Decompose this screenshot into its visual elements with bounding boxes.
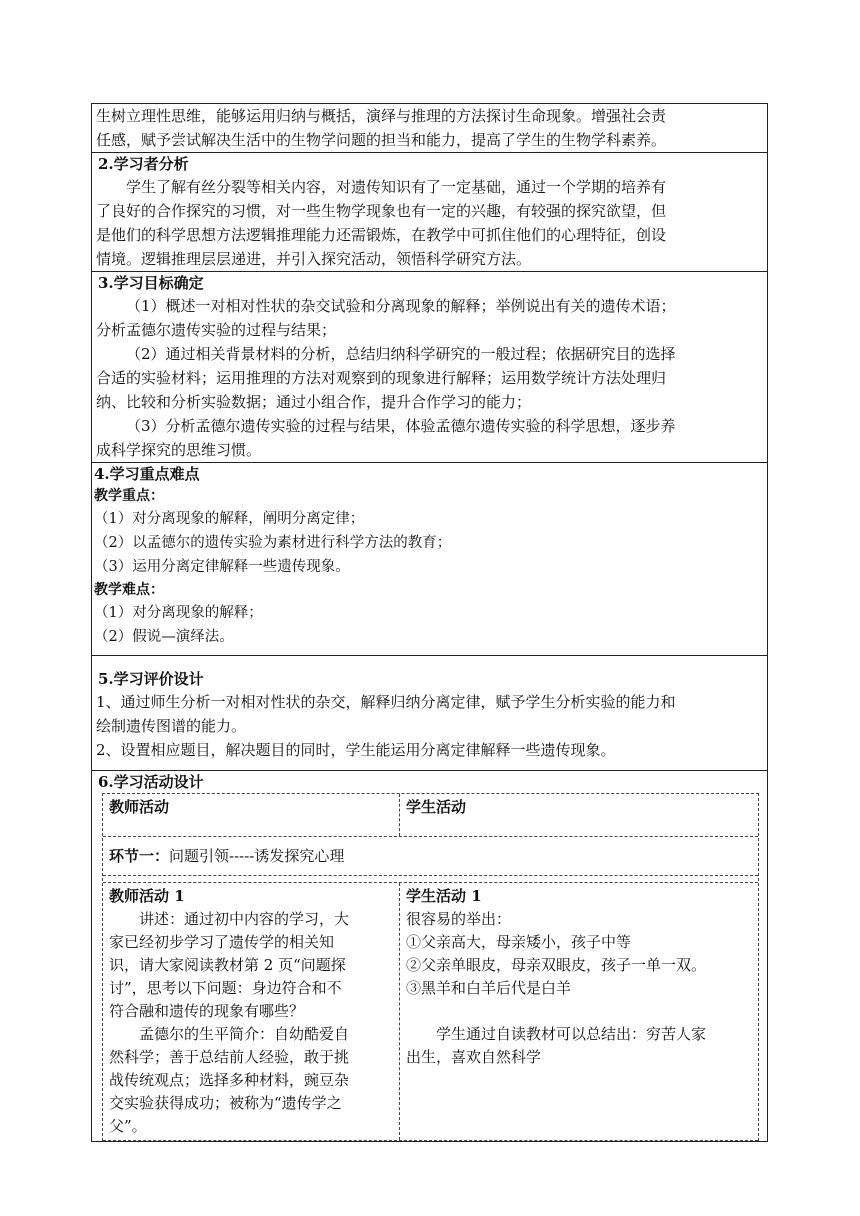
teacher-activity-header: 教师活动 bbox=[103, 794, 400, 836]
key-points-heading: 4.学习重点难点 bbox=[94, 465, 200, 483]
teacher-activity-line: 识，请大家阅读教材第 2 页“问题探 bbox=[109, 956, 346, 974]
teacher-activity-one-title: 教师活动 1 bbox=[109, 887, 185, 905]
student-activity-spacer bbox=[406, 1000, 752, 1023]
student-activity-line: ①父亲高大，母亲矮小，孩子中等 bbox=[406, 933, 632, 951]
learner-line: 是他们的科学思想方法逻辑推理能力还需锻炼，在教学中可抓住他们的心理特征，创设 bbox=[96, 226, 667, 244]
teacher-activity-one bbox=[103, 883, 400, 1140]
goal-line: （1）概述一对相对性状的杂交试验和分离现象的解释；举例说出有关的遗传术语； bbox=[126, 297, 676, 315]
evaluation-line: 1、通过师生分析一对相对性状的杂交，解释归纳分离定律，赋予学生分析实验的能力和 bbox=[96, 693, 676, 711]
learner-line: 学生了解有丝分裂等相关内容，对遗传知识有了一定基础，通过一个学期的培养有 bbox=[126, 178, 667, 196]
stage-one-text bbox=[103, 843, 758, 870]
intro-section bbox=[91, 103, 768, 153]
activity-header-row bbox=[103, 794, 758, 837]
teacher-activity-line: 战传统观点；选择多种材料，豌豆杂 bbox=[109, 1071, 350, 1089]
student-activity-one-title: 学生活动 1 bbox=[406, 887, 482, 905]
activity-one-row bbox=[103, 882, 758, 1141]
learner-line: 情境。逻辑推理层层递进，并引入探究活动，领悟科学研究方法。 bbox=[96, 250, 532, 268]
teacher-activity-line: 然科学；善于总结前人经验，敢于挑 bbox=[109, 1048, 350, 1066]
stage-one-label: 环节一： bbox=[109, 846, 170, 865]
evaluation-section bbox=[91, 656, 768, 771]
student-activity-line: 学生通过自读教材可以总结出：穷苦人家 bbox=[436, 1025, 707, 1043]
stage-one-title: 问题引领-----诱发探究心理 bbox=[169, 846, 345, 865]
activity-design-heading: 6.学习活动设计 bbox=[98, 773, 204, 791]
stage-row bbox=[103, 837, 758, 876]
teacher-activity-line: 讨”，思考以下问题：身边符合和不 bbox=[109, 979, 342, 997]
evaluation-line: 绘制遗传图谱的能力。 bbox=[96, 717, 247, 735]
student-activity-line: ②父亲单眼皮，母亲双眼皮，孩子一单一双。 bbox=[406, 956, 707, 974]
learner-analysis-section bbox=[91, 153, 768, 272]
teaching-key-item: （2）以孟德尔的遗传实验为素材进行科学方法的教育； bbox=[94, 535, 452, 551]
teaching-key-item: （1）对分离现象的解释，阐明分离定律； bbox=[94, 511, 365, 527]
student-activity-one bbox=[400, 883, 758, 1140]
teacher-activity-line: 父”。 bbox=[109, 1117, 147, 1135]
teacher-activity-line: 家已经初步学习了遗传学的相关知 bbox=[109, 933, 335, 951]
teaching-key-item: （3）运用分离定律解释一些遗传现象。 bbox=[94, 559, 350, 575]
student-activity-header: 学生活动 bbox=[406, 798, 467, 816]
lesson-plan-table bbox=[91, 103, 768, 1142]
learning-goals-heading: 3.学习目标确定 bbox=[98, 274, 204, 292]
teacher-activity-line: 符合融和遗传的现象有哪些？ bbox=[109, 1002, 305, 1020]
student-activity-line: ③黑羊和白羊后代是白羊 bbox=[406, 979, 572, 997]
learner-analysis-heading: 2.学习者分析 bbox=[98, 155, 189, 173]
goal-line: 纳、比较和分析实验数据；通过小组合作，提升合作学习的能力； bbox=[96, 393, 532, 411]
learner-line: 了良好的合作探究的习惯，对一些生物学现象也有一定的兴趣，有较强的探究欲望，但 bbox=[96, 202, 667, 220]
evaluation-line: 2、设置相应题目，解决题目的同时，学生能运用分离定律解释一些遗传现象。 bbox=[96, 741, 616, 759]
teaching-difficulty-item: （1）对分离现象的解释； bbox=[94, 605, 263, 621]
intro-line: 任感，赋予尝试解决生活中的生物学问题的担当和能力，提高了学生的生物学科素养。 bbox=[96, 131, 667, 149]
teaching-difficulty-label: 教学难点： bbox=[94, 582, 164, 598]
key-points-section bbox=[91, 463, 768, 656]
goal-line: （3）分析孟德尔遗传实验的过程与结果，体验孟德尔遗传实验的科学思想，逐步养 bbox=[126, 417, 676, 435]
teacher-activity-line: 孟德尔的生平简介：自幼酷爱自 bbox=[139, 1025, 350, 1043]
goal-line: 分析孟德尔遗传实验的过程与结果； bbox=[96, 321, 337, 339]
activity-design-section bbox=[91, 771, 768, 1142]
intro-line: 生树立理性思维，能够运用归纳与概括，演绎与推理的方法探讨生命现象。增强社会责 bbox=[96, 107, 667, 125]
learning-goals-section bbox=[91, 272, 768, 463]
goal-line: （2）通过相关背景材料的分析，总结归纳科学研究的一般过程；依据研究目的选择 bbox=[126, 345, 676, 363]
teacher-activity-line: 交实验获得成功；被称为“遗传学之 bbox=[109, 1094, 342, 1112]
evaluation-heading: 5.学习评价设计 bbox=[98, 670, 204, 688]
teacher-activity-line: 讲述：通过初中内容的学习，大 bbox=[139, 910, 350, 928]
goal-line: 成科学探究的思维习惯。 bbox=[96, 441, 262, 459]
student-activity-line: 出生，喜欢自然科学 bbox=[406, 1048, 542, 1066]
activity-table bbox=[102, 793, 759, 1141]
student-activity-line: 很容易的举出： bbox=[406, 910, 512, 928]
teaching-difficulty-item: （2）假说—演绎法。 bbox=[94, 629, 234, 645]
goal-line: 合适的实验材料；运用推理的方法对观察到的现象进行解释；运用数学统计方法处理归 bbox=[96, 369, 667, 387]
teaching-key-label: 教学重点： bbox=[94, 488, 164, 504]
